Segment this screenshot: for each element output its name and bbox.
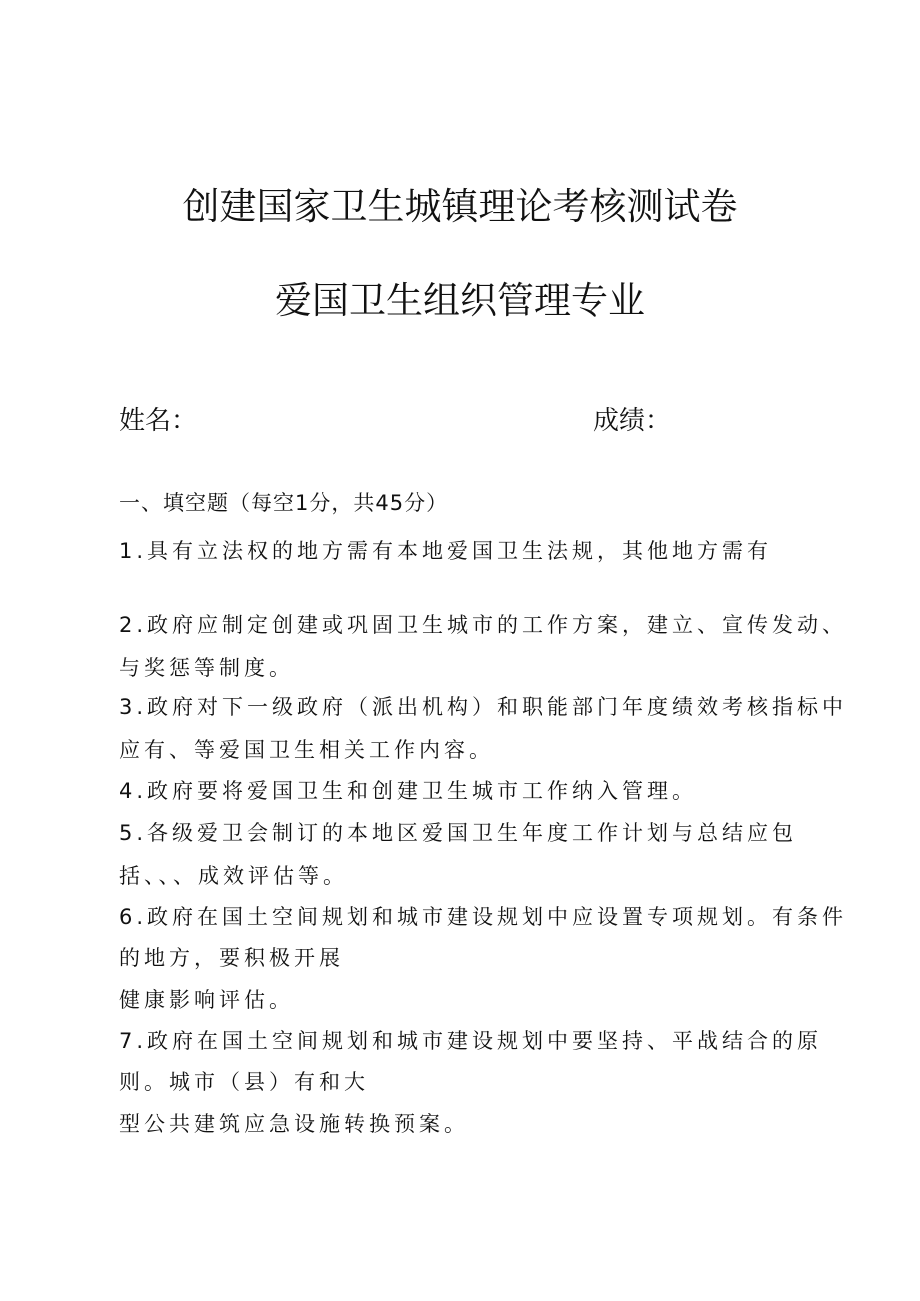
- question-line: 5.各级爱卫会制订的本地区爱国卫生年度工作计划与总结应包: [119, 821, 798, 845]
- question-line: 6.政府在国土空间规划和城市建设规划中应设置专项规划。有条件: [119, 905, 848, 929]
- question-line: 与奖惩等制度。: [119, 656, 294, 680]
- question-line: 健康影响评估。: [119, 988, 294, 1012]
- name-label: 姓名：: [119, 406, 198, 436]
- question-line: 7.政府在国土空间规划和城市建设规划中要坚持、平战结合的原: [119, 1029, 823, 1053]
- question-line: 3.政府对下一级政府（派出机构）和职能部门年度绩效考核指标中: [119, 695, 848, 719]
- document-subtitle: 爱国卫生组织管理专业: [275, 279, 645, 322]
- question-line: 括、、、成效评估等。: [119, 864, 348, 888]
- document-title: 创建国家卫生城镇理论考核测试卷: [182, 185, 738, 228]
- question-line: 1.具有立法权的地方需有本地爱国卫生法规，其他地方需有: [119, 539, 773, 563]
- score-label: 成绩：: [593, 406, 672, 436]
- question-line: 则。城市（县）有和大: [119, 1070, 369, 1094]
- question-line: 应有、等爱国卫生相关工作内容。: [119, 738, 494, 762]
- question-line: 2.政府应制定创建或巩固卫生城市的工作方案，建立、宣传发动、: [119, 613, 848, 637]
- question-line: 型公共建筑应急设施转换预案。: [119, 1112, 469, 1136]
- question-line: 4.政府要将爱国卫生和创建卫生城市工作纳入管理。: [119, 779, 698, 803]
- section-title: 一、填空题（每空1分，共45分）: [119, 491, 449, 515]
- question-line: 的地方，要积极开展: [119, 946, 344, 970]
